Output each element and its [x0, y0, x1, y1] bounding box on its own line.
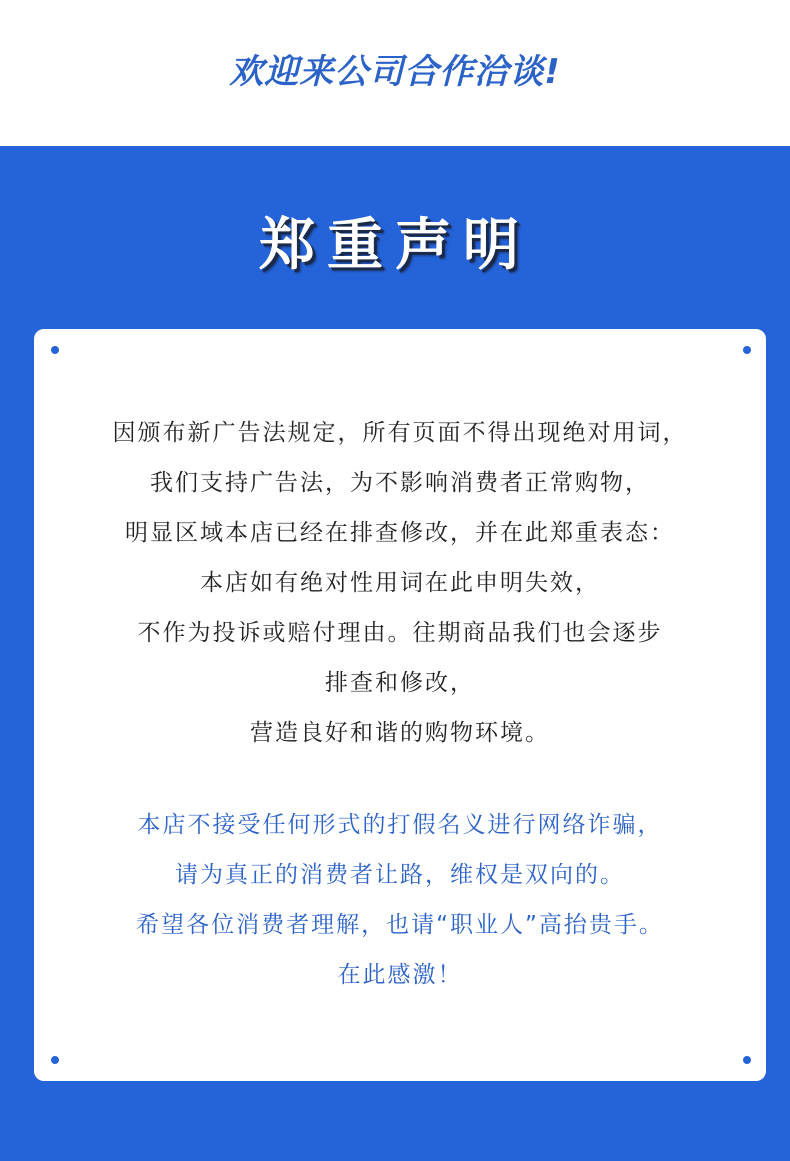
highlight-line: 希望各位消费者理解，也请“职业人”高抬贵手。 — [136, 912, 664, 938]
statement-title: 郑重声明 — [259, 213, 531, 278]
statement-banner — [0, 146, 790, 1161]
header-section — [0, 0, 790, 146]
highlight-line: 本店不接受任何形式的打假名义进行网络诈骗， — [137, 812, 663, 838]
notice-line: 排查和修改， — [325, 670, 475, 696]
corner-dot-top-left — [51, 346, 59, 354]
notice-line: 本店如有绝对性用词在此申明失效， — [200, 570, 600, 596]
corner-dot-top-right — [743, 346, 751, 354]
notice-line: 不作为投诉或赔付理由。往期商品我们也会逐步 — [137, 620, 663, 646]
highlight-line: 请为真正的消费者让路，维权是双向的。 — [175, 862, 625, 888]
corner-dot-bottom-right — [743, 1056, 751, 1064]
notice-line: 因颁布新广告法规定，所有页面不得出现绝对用词， — [112, 420, 688, 446]
corner-dot-bottom-left — [51, 1056, 59, 1064]
highlight-line: 在此感激！ — [337, 962, 463, 988]
welcome-heading: 欢迎来公司合作洽谈! — [229, 52, 561, 92]
notice-line: 我们支持广告法，为不影响消费者正常购物， — [150, 470, 650, 496]
notice-line: 明显区域本店已经在排查修改，并在此郑重表态： — [125, 520, 675, 546]
highlight-paragraph — [34, 800, 766, 1000]
notice-card — [34, 329, 766, 1081]
notice-line: 营造良好和谐的购物环境。 — [250, 720, 550, 746]
notice-paragraph — [34, 408, 766, 758]
